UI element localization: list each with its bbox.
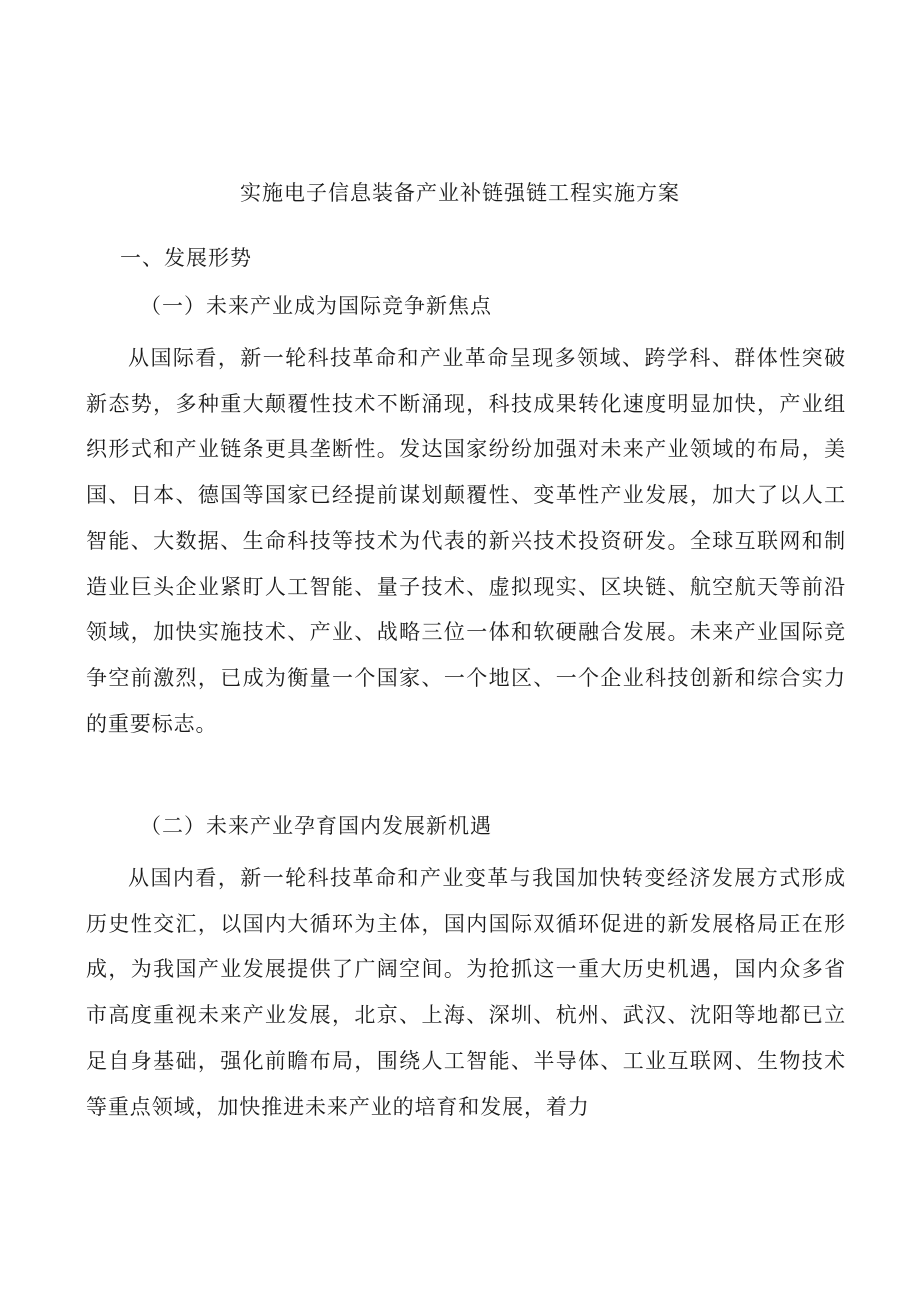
- paragraph-domestic: 从国内看，新一轮科技革命和产业变革与我国加快转变经济发展方式形成历史性交汇，以国内大循环为主体，国内国际双循环促进的新发展格局正在形成，为我国产业发展提供了广阔空间。为抢抓这一重大历史机遇，国内众多省市高度重视未来产业发展，北京、上海、深圳、杭州、武汉、沈阳等地都已立足自身基础，强化前瞻布局，围绕人工智能、半导体、工业互联网、生物技术等重点领域，加快推进未来产业的培育和发展，着力: [86, 866, 846, 1119]
- subsection-heading-domestic: （二）未来产业孕育国内发展新机遇: [140, 814, 492, 838]
- document-title: 实施电子信息装备产业补链强链工程实施方案: [240, 181, 680, 205]
- subsection-heading-international: （一）未来产业成为国际竞争新焦点: [140, 294, 492, 318]
- paragraph-international: 从国际看，新一轮科技革命和产业革命呈现多领域、跨学科、群体性突破新态势，多种重大颠覆性技术不断涌现，科技成果转化速度明显加快，产业组织形式和产业链条更具垄断性。发达国家纷纷加强对未来产业领域的布局，美国、日本、德国等国家已经提前谋划颠覆性、变革性产业发展，加大了以人工智能、大数据、生命科技等技术为代表的新兴技术投资研发。全球互联网和制造业巨头企业紧盯人工智能、量子技术、虚拟现实、区块链、航空航天等前沿领域，加快实施技术、产业、战略三位一体和软硬融合发展。未来产业国际竞争空前激烈，已成为衡量一个国家、一个地区、一个企业科技创新和综合实力的重要标志。: [86, 346, 846, 736]
- section-heading-development-situation: 一、发展形势: [120, 246, 252, 270]
